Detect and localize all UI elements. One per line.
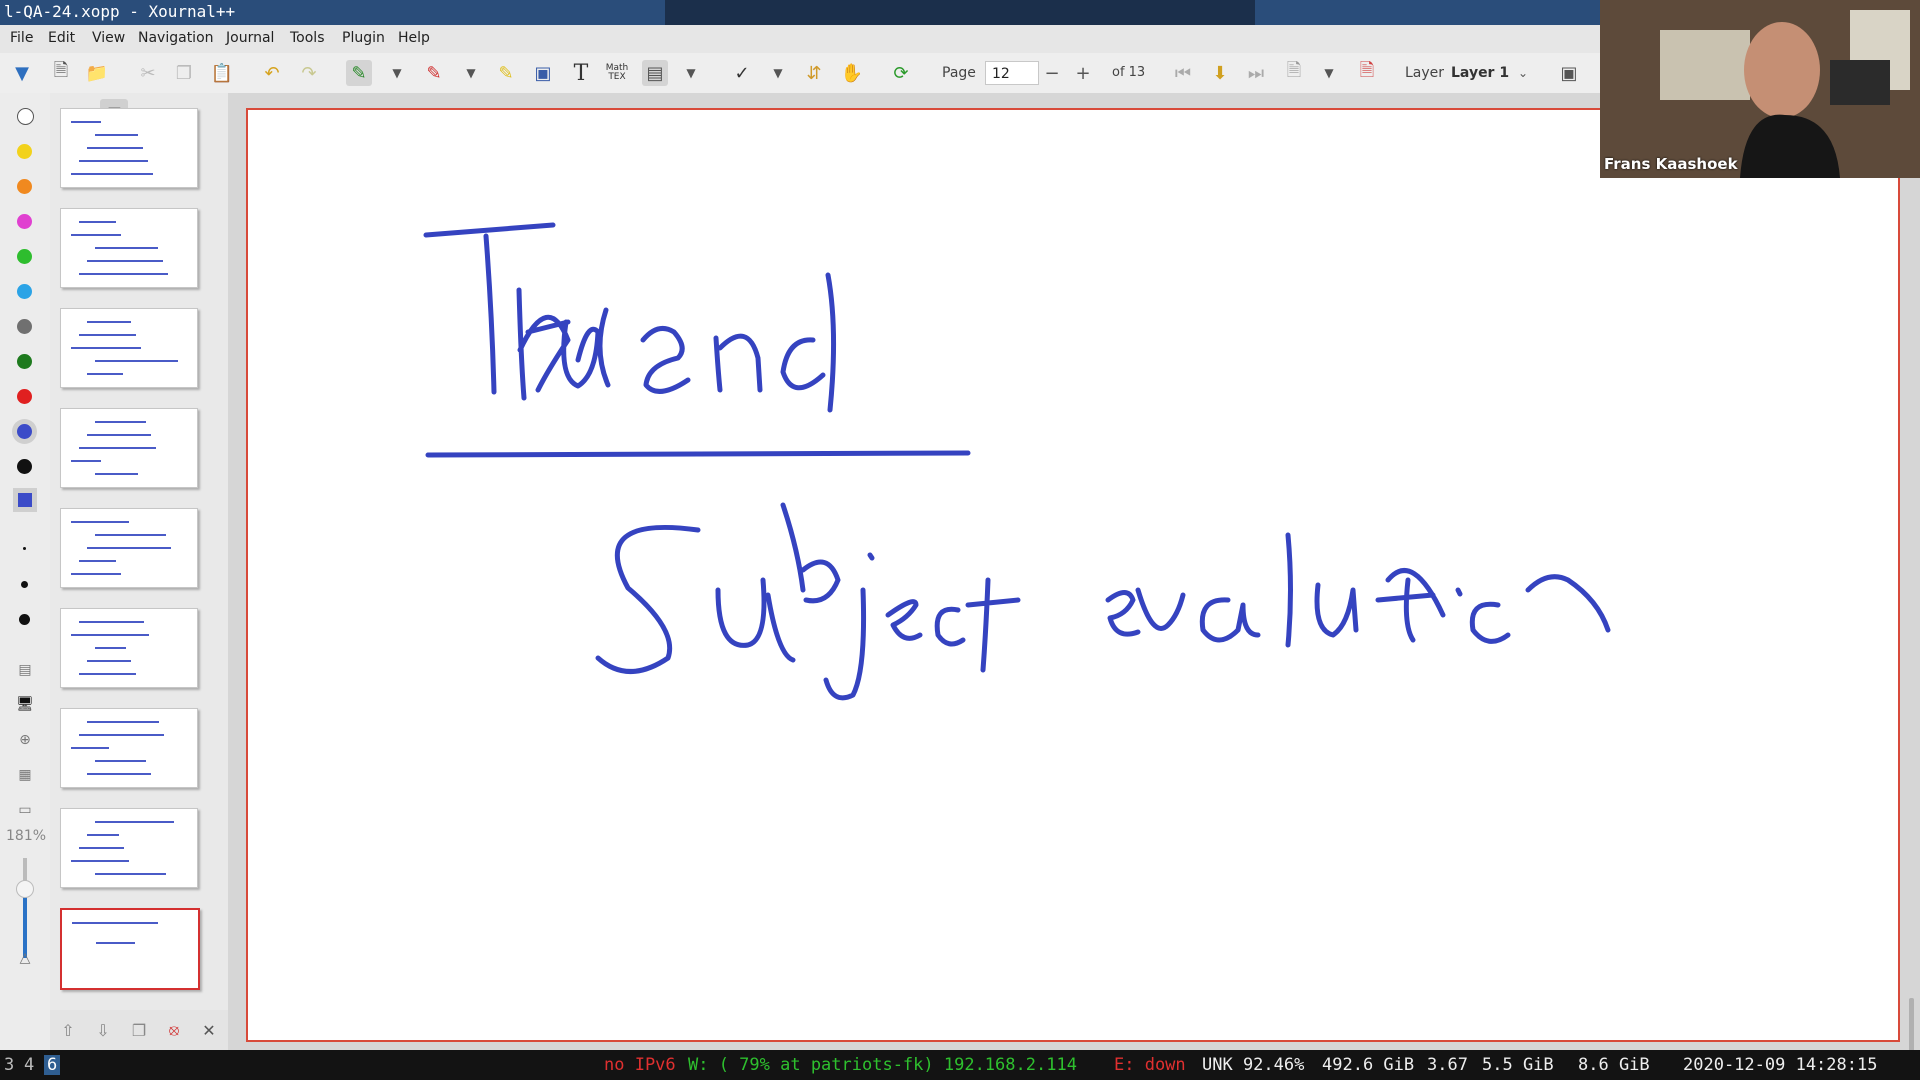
delete-page-icon[interactable]: 🗎 xyxy=(1359,60,1375,81)
pair-pages-icon[interactable]: ▤ xyxy=(18,662,32,678)
cut-icon[interactable]: ✂ xyxy=(140,62,156,84)
thumbnail-ink xyxy=(95,821,174,823)
vertical-space-icon[interactable]: ✓ xyxy=(734,62,750,84)
copy-page-icon[interactable]: ❐ xyxy=(131,1020,147,1040)
menu-navigation[interactable]: Navigation xyxy=(138,30,214,46)
thumbnail-ink xyxy=(71,347,141,349)
page-thumbnail[interactable] xyxy=(60,108,198,188)
thumbnail-ink xyxy=(95,647,126,649)
zoom-fit-icon[interactable]: ⊕ xyxy=(19,732,31,748)
sidebar-toolbar xyxy=(50,1010,228,1050)
thumbnail-ink xyxy=(95,421,146,423)
highlighter-tool-icon[interactable]: ✎ xyxy=(498,62,514,84)
new-document-icon[interactable]: 🗎 xyxy=(53,60,69,81)
thumbnail-ink xyxy=(87,260,163,262)
title-bar-segment xyxy=(665,0,1255,25)
last-page-icon[interactable]: ⏭ xyxy=(1247,62,1265,84)
color-green-button[interactable] xyxy=(17,249,32,264)
layer-dropdown-icon[interactable]: ⌄ xyxy=(1517,66,1529,80)
menu-help[interactable]: Help xyxy=(398,30,430,46)
video-tile xyxy=(1600,0,1920,178)
color-red-button[interactable] xyxy=(17,389,32,404)
thumbnail-ink xyxy=(95,360,178,362)
page-number-input[interactable]: 12 xyxy=(985,61,1039,85)
zoom-slider[interactable] xyxy=(23,858,27,958)
participant-name: Frans Kaashoek xyxy=(1604,155,1738,173)
paste-icon[interactable]: 📋 xyxy=(210,62,234,84)
page-thumbnail[interactable] xyxy=(60,908,200,990)
document-canvas[interactable] xyxy=(228,93,1920,1050)
zoom-level: 181% xyxy=(6,828,47,844)
image-tool-icon[interactable]: ▣ xyxy=(534,62,552,84)
zoom-out-icon[interactable]: △ xyxy=(19,950,31,966)
select-dropdown-icon[interactable]: ▼ xyxy=(686,66,696,80)
window-title: l-QA-24.xopp - Xournal++ xyxy=(4,2,236,21)
thumbnail-ink xyxy=(71,234,121,236)
color-cyan-button[interactable] xyxy=(17,284,32,299)
thumbnail-ink xyxy=(87,547,171,549)
thumbnail-ink xyxy=(79,273,168,275)
zoom-width-icon[interactable]: ▭ xyxy=(18,802,32,818)
color-blue-button[interactable] xyxy=(17,424,32,439)
color-magenta-button[interactable] xyxy=(17,214,32,229)
page-thumbnail[interactable] xyxy=(60,208,198,288)
layer-select[interactable]: Layer 1 xyxy=(1451,65,1510,81)
menu-journal[interactable]: Journal xyxy=(226,30,275,46)
thumbnail-ink xyxy=(95,873,166,875)
thumbnail-ink xyxy=(87,434,151,436)
memory-used: 5.5 GiB xyxy=(1482,1055,1554,1075)
pen-tool-icon[interactable]: ✎ xyxy=(346,60,372,86)
thumbnail-ink xyxy=(96,942,135,944)
zoom-100-icon[interactable]: ▦ xyxy=(18,767,32,783)
thumbnail-ink xyxy=(79,673,136,675)
vertical-scrollbar[interactable] xyxy=(1909,998,1914,1058)
open-folder-icon[interactable]: 📁 xyxy=(85,62,109,84)
thumbnail-ink xyxy=(95,473,138,475)
goto-page-icon[interactable]: ⬇ xyxy=(1212,62,1228,84)
thumbnail-ink xyxy=(79,160,148,162)
thumbnail-ink xyxy=(71,460,101,462)
thumbnail-ink xyxy=(79,334,136,336)
thumbnail-ink xyxy=(79,560,116,562)
thumbnail-ink xyxy=(87,373,123,375)
thickness-fine-button[interactable] xyxy=(23,547,26,550)
thumbnail-ink xyxy=(79,221,116,223)
memory-total: 8.6 GiB xyxy=(1578,1055,1650,1075)
disk-free: 492.6 GiB xyxy=(1322,1055,1415,1075)
thickness-medium-button[interactable] xyxy=(21,581,28,588)
thumbnail-ink xyxy=(87,660,131,662)
thumbnail-ink xyxy=(71,747,109,749)
insert-space-icon[interactable]: ⇵ xyxy=(806,62,822,84)
menu-tools[interactable]: Tools xyxy=(290,30,325,46)
thumbnail-ink xyxy=(95,760,146,762)
thumbnail-ink xyxy=(87,834,119,836)
video-frame xyxy=(1600,0,1920,178)
page-increment-button[interactable]: + xyxy=(1075,62,1091,84)
add-page-icon[interactable]: 🗎 xyxy=(1286,60,1302,81)
page-thumbnail[interactable] xyxy=(60,508,198,588)
ink-stroke-subtitle xyxy=(598,505,1608,698)
thumbnail-ink xyxy=(71,573,121,575)
vertical-space-dropdown-icon[interactable]: ▼ xyxy=(773,66,783,80)
thumbnail-ink xyxy=(79,847,124,849)
menu-view[interactable]: View xyxy=(92,30,126,46)
thumbnail-ink xyxy=(71,634,149,636)
color-darkgreen-button[interactable] xyxy=(17,354,32,369)
ink-stroke-heading xyxy=(426,225,834,410)
page-thumbnail[interactable] xyxy=(60,808,198,888)
wifi-status: W: ( 79% at patriots-fk) 192.168.2.114 xyxy=(688,1055,1077,1075)
custom-color-button[interactable] xyxy=(18,493,32,507)
layer-label: Layer xyxy=(1405,65,1445,81)
delete-page-button-icon[interactable]: ⦻ xyxy=(168,1020,180,1039)
color-gray-button[interactable] xyxy=(17,319,32,334)
color-orange-button[interactable] xyxy=(17,179,32,194)
page-thumbnail[interactable] xyxy=(60,408,198,488)
toolbar xyxy=(0,53,1600,94)
move-page-up-icon[interactable]: ⇧ xyxy=(61,1020,75,1040)
close-sidebar-icon[interactable]: ✕ xyxy=(202,1020,216,1040)
undo-icon[interactable]: ↶ xyxy=(264,62,280,84)
copy-icon[interactable]: ❐ xyxy=(175,62,193,84)
move-page-down-icon[interactable]: ⇩ xyxy=(96,1020,110,1040)
page-12[interactable] xyxy=(246,108,1900,1042)
pen-dropdown-icon[interactable]: ▼ xyxy=(392,66,402,80)
thumbnail-ink xyxy=(71,860,129,862)
zoom-slider-handle[interactable] xyxy=(16,880,34,898)
clock: 2020-12-09 14:28:15 xyxy=(1683,1055,1878,1075)
workspace-3[interactable]: 3 xyxy=(4,1055,15,1075)
thumbnail-ink xyxy=(79,734,164,736)
color-black-button[interactable] xyxy=(17,459,32,474)
thumbnail-ink xyxy=(71,173,153,175)
page-thumbnail[interactable] xyxy=(60,708,198,788)
refresh-icon[interactable]: ⟳ xyxy=(893,62,909,84)
system-status-bar xyxy=(0,1050,1920,1080)
thumbnail-ink xyxy=(71,521,129,523)
menu-plugin[interactable]: Plugin xyxy=(342,30,385,46)
color-yellow-button[interactable] xyxy=(17,144,32,159)
thickness-thick-button[interactable] xyxy=(19,614,30,625)
workspace-4[interactable]: 4 xyxy=(24,1055,35,1075)
thumbnail-ink xyxy=(72,922,158,924)
first-page-icon[interactable]: ⏮ xyxy=(1174,62,1192,84)
presentation-mode-icon[interactable]: 🖥 xyxy=(16,696,34,712)
ethernet-status: E: down xyxy=(1114,1055,1186,1075)
thumbnail-ink xyxy=(87,773,151,775)
eraser-tool-icon[interactable]: ✎ xyxy=(426,62,442,84)
thumbnail-ink xyxy=(79,621,144,623)
select-rect-icon[interactable]: ▤ xyxy=(642,60,668,86)
thumbnail-ink xyxy=(79,447,156,449)
redo-icon[interactable]: ↷ xyxy=(301,62,317,84)
thumbnail-ink xyxy=(87,721,159,723)
left-palette xyxy=(0,93,50,1050)
color-white-button[interactable] xyxy=(17,108,34,125)
thumbnail-ink xyxy=(71,121,101,123)
ink-layer xyxy=(248,110,1898,1040)
page-decrement-button[interactable]: − xyxy=(1044,62,1060,84)
page-thumbnail[interactable] xyxy=(60,608,198,688)
text-tool-icon[interactable]: T xyxy=(573,60,589,86)
thumbnail-ink xyxy=(87,321,131,323)
save-icon[interactable]: ▼ xyxy=(15,62,29,84)
thumbnail-ink xyxy=(87,147,143,149)
page-preview-sidebar xyxy=(50,93,228,1050)
page-label: Page xyxy=(942,65,976,81)
disk-usage: UNK 92.46% xyxy=(1202,1055,1305,1075)
page-thumbnail[interactable] xyxy=(60,308,198,388)
page-total: of 13 xyxy=(1112,65,1146,80)
workspace-6[interactable]: 6 xyxy=(44,1055,60,1075)
latex-tool-icon[interactable]: Math TEX xyxy=(605,63,629,82)
fullscreen-icon[interactable]: ▣ xyxy=(1560,62,1578,84)
eraser-dropdown-icon[interactable]: ▼ xyxy=(466,66,476,80)
menu-edit[interactable]: Edit xyxy=(48,30,76,46)
load-average: 3.67 xyxy=(1427,1055,1468,1075)
hand-tool-icon[interactable]: ✋ xyxy=(840,62,864,84)
thumbnail-ink xyxy=(95,247,158,249)
ipv6-status: no IPv6 xyxy=(604,1055,676,1075)
ink-stroke-underline xyxy=(428,453,968,455)
thumbnail-ink xyxy=(95,134,138,136)
menu-file[interactable]: File xyxy=(10,30,34,46)
add-page-dropdown-icon[interactable]: ▼ xyxy=(1324,66,1334,80)
thumbnail-ink xyxy=(95,534,166,536)
